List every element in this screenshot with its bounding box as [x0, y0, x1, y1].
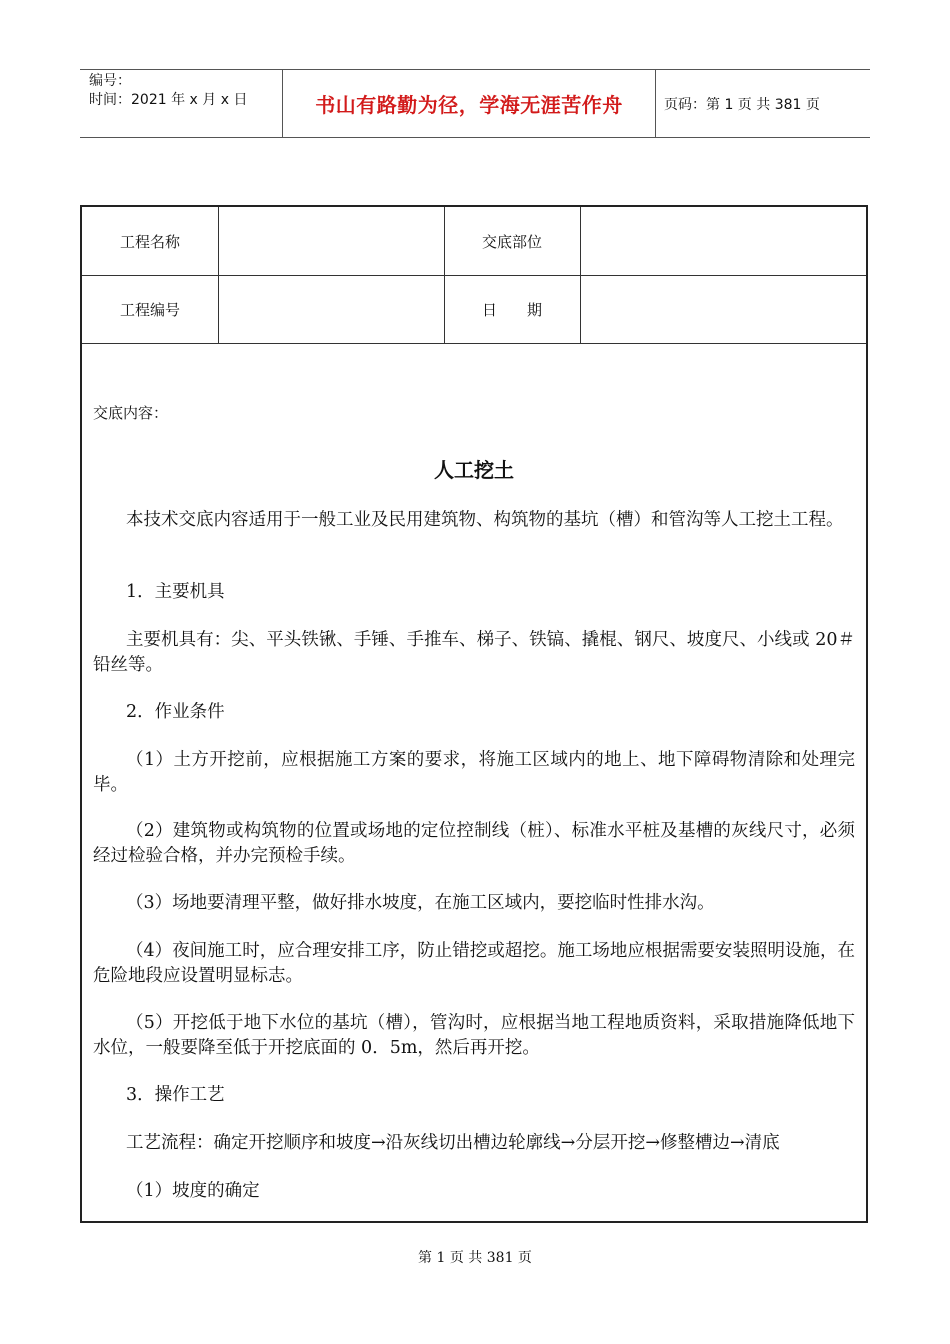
paragraph: （1）土方开挖前，应根据施工方案的要求，将施工区域内的地上、地下障碍物清除和处理完毕。 — [93, 750, 855, 795]
date-label-text: 日期 — [481, 300, 572, 319]
form-row-1 — [82, 207, 866, 276]
header-page-info: 页码：第 1 页 共 381 页 — [664, 96, 820, 113]
project-number-field[interactable] — [218, 275, 445, 343]
paragraph: 工艺流程：确定开挖顺序和坡度→沿灰线切出槽边轮廓线→分层开挖→修整槽边→清底 — [126, 1133, 780, 1153]
date-field[interactable] — [580, 275, 866, 343]
paragraph: （1）坡度的确定 — [126, 1181, 260, 1201]
disclosure-form — [80, 205, 868, 1223]
paragraph: （5）开挖低于地下水位的基坑（槽），管沟时，应根据当地工程地质资料，采取措施降低地下水位，一般要降至低于开挖底面的 0．5m，然后再开挖。 — [93, 1013, 855, 1058]
disclosure-part-field[interactable] — [580, 207, 866, 275]
date-label — [444, 275, 581, 343]
paragraph: 本技术交底内容适用于一般工业及民用建筑物、构筑物的基坑（槽）和管沟等人工挖土工程。 — [126, 510, 844, 530]
doc-title: 人工挖土 — [434, 458, 514, 482]
paragraph: （2）建筑物或构筑物的位置或场地的定位控制线（桩）、标准水平桩及基槽的灰线尺寸，必须经过检验合格，并办完预检手续。 — [93, 821, 855, 866]
doc-time-label: 时间：2021 年 x 月 x 日 — [89, 92, 248, 108]
paragraph: 主要机具有：尖、平头铁锹、手锤、手推车、梯子、铁镐、撬棍、钢尺、坡度尺、小线或 20＃铅丝等。 — [93, 630, 855, 675]
header-meta — [80, 70, 282, 137]
paragraph: （4）夜间施工时，应合理安排工序，防止错挖或超挖。施工场地应根据需要安装照明设施，在危险地段应设置明显标志。 — [93, 941, 855, 986]
section-heading: 1．主要机具 — [126, 582, 225, 602]
paragraph: （3）场地要清理平整，做好排水坡度，在施工区域内，要挖临时性排水沟。 — [126, 893, 715, 913]
section-heading: 3．操作工艺 — [126, 1085, 225, 1105]
form-row-2 — [82, 275, 866, 344]
doc-number-label: 编号： — [89, 73, 131, 89]
page-header — [80, 69, 870, 138]
content-label: 交底内容： — [93, 404, 169, 422]
project-name-field[interactable] — [218, 207, 445, 275]
project-name-label: 工程名称 — [82, 207, 219, 275]
header-motto: 书山有路勤为径，学海无涯苦作舟 — [282, 70, 656, 137]
disclosure-part-label: 交底部位 — [444, 207, 581, 275]
page-footer: 第 1 页 共 381 页 — [418, 1250, 532, 1266]
project-number-label: 工程编号 — [82, 275, 219, 343]
section-heading: 2．作业条件 — [126, 702, 225, 722]
